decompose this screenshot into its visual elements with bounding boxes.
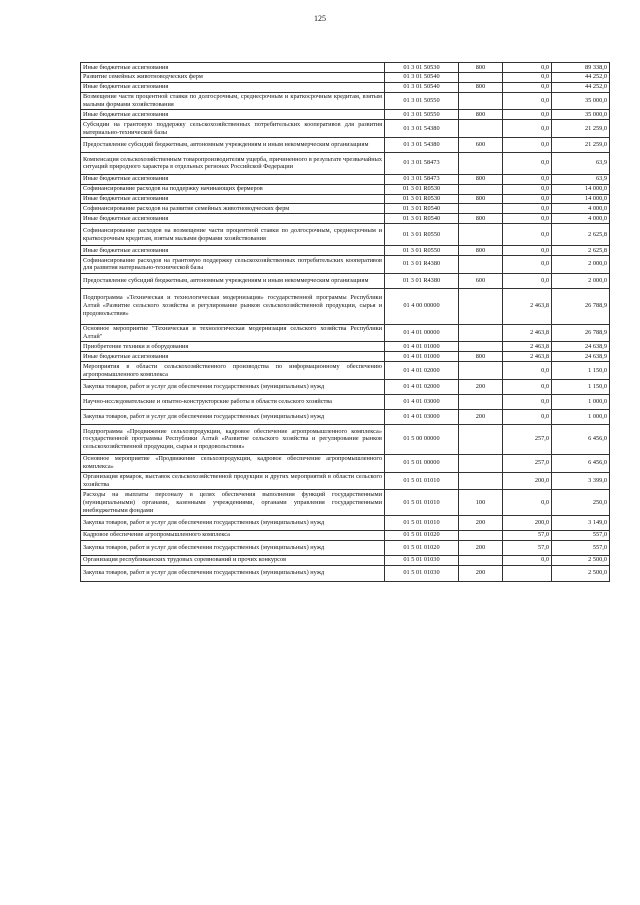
row-name: Основное мероприятие «Продвижение сельхозпродукции, кадровое обеспечение агропромышленного комплекса» — [81, 454, 385, 472]
row-code: 01 3 01 R0530 — [385, 184, 459, 194]
row-amount-1: 0,0 — [503, 204, 552, 214]
row-amount-2: 2 500,0 — [552, 555, 610, 565]
table-row — [81, 324, 610, 342]
table-row — [81, 379, 610, 394]
table-row — [81, 256, 610, 274]
row-code: 01 3 01 50540 — [385, 82, 459, 92]
row-amount-2: 250,0 — [552, 490, 610, 516]
row-expense-type: 200 — [459, 540, 503, 555]
table-row — [81, 204, 610, 214]
row-name: Предоставление субсидий бюджетным, автономным учреждениям и иным некоммерческим организациям — [81, 137, 385, 152]
row-expense-type: 800 — [459, 246, 503, 256]
row-amount-1: 2 463,8 — [503, 324, 552, 342]
row-name: Закупка товаров, работ и услуг для обеспечения государственных (муниципальных) нужд — [81, 540, 385, 555]
row-amount-1: 0,0 — [503, 256, 552, 274]
row-amount-1: 57,0 — [503, 540, 552, 555]
row-amount-2: 26 788,9 — [552, 288, 610, 324]
row-amount-2: 89 338,0 — [552, 63, 610, 73]
row-name: Иные бюджетные ассигнования — [81, 82, 385, 92]
row-code: 01 4 01 03000 — [385, 394, 459, 409]
row-name: Закупка товаров, работ и услуг для обеспечения государственных (муниципальных) нужд — [81, 409, 385, 424]
row-amount-1: 0,0 — [503, 120, 552, 138]
row-code: 01 4 01 01000 — [385, 352, 459, 362]
row-name: Закупка товаров, работ и услуг для обеспечения государственных (муниципальных) нужд — [81, 565, 385, 581]
table-row — [81, 424, 610, 454]
row-amount-2: 44 252,0 — [552, 72, 610, 82]
row-amount-2: 2 625,8 — [552, 246, 610, 256]
row-amount-1: 0,0 — [503, 224, 552, 246]
row-code: 01 4 00 00000 — [385, 288, 459, 324]
row-code: 01 5 01 01010 — [385, 472, 459, 490]
table-row — [81, 184, 610, 194]
row-amount-2: 4 000,0 — [552, 204, 610, 214]
row-amount-1: 200,0 — [503, 515, 552, 530]
row-expense-type — [459, 152, 503, 174]
table-row — [81, 454, 610, 472]
row-code: 01 5 01 01020 — [385, 540, 459, 555]
row-code: 01 3 01 50550 — [385, 92, 459, 110]
row-amount-1: 0,0 — [503, 72, 552, 82]
row-amount-1: 257,0 — [503, 424, 552, 454]
row-name: Основное мероприятие "Техническая и технологическая модернизация сельского хозяйства Республики Алтай" — [81, 324, 385, 342]
row-amount-2: 2 000,0 — [552, 256, 610, 274]
row-expense-type — [459, 92, 503, 110]
row-name: Софинансирование расходов на грантовую поддержку сельскохозяйственных потребительских кооперативов для развития материально-технической базы — [81, 256, 385, 274]
row-amount-1: 0,0 — [503, 174, 552, 184]
row-amount-2: 24 638,9 — [552, 342, 610, 352]
row-amount-1: 0,0 — [503, 490, 552, 516]
row-amount-2: 3 399,0 — [552, 472, 610, 490]
row-expense-type — [459, 454, 503, 472]
row-amount-2: 14 000,0 — [552, 184, 610, 194]
row-amount-2: 4 000,0 — [552, 214, 610, 224]
row-amount-2: 63,9 — [552, 152, 610, 174]
row-expense-type — [459, 362, 503, 380]
row-amount-2: 1 000,0 — [552, 394, 610, 409]
table-row — [81, 92, 610, 110]
row-code: 01 3 01 50550 — [385, 110, 459, 120]
row-amount-1: 0,0 — [503, 555, 552, 565]
row-code: 01 4 01 00000 — [385, 324, 459, 342]
row-code: 01 3 01 R4380 — [385, 273, 459, 288]
row-amount-1: 0,0 — [503, 409, 552, 424]
row-expense-type: 200 — [459, 379, 503, 394]
table-row — [81, 362, 610, 380]
row-code: 01 5 01 01030 — [385, 565, 459, 581]
row-expense-type — [459, 530, 503, 540]
table-row — [81, 72, 610, 82]
row-name: Субсидии на грантовую поддержку сельскохозяйственных потребительских кооперативов для развития материально-технической базы — [81, 120, 385, 138]
table-row — [81, 565, 610, 581]
row-amount-1: 0,0 — [503, 82, 552, 92]
row-name: Развитие семейных животноводческих ферм — [81, 72, 385, 82]
row-expense-type: 800 — [459, 82, 503, 92]
row-name: Иные бюджетные ассигнования — [81, 352, 385, 362]
row-name: Иные бюджетные ассигнования — [81, 63, 385, 73]
row-amount-2: 21 259,0 — [552, 137, 610, 152]
row-amount-1: 2 463,8 — [503, 352, 552, 362]
table-row — [81, 273, 610, 288]
row-amount-1: 0,0 — [503, 184, 552, 194]
row-name: Возмещение части процентной ставки по долгосрочным, среднесрочным и краткосрочным кредитам, взятым малыми формами хозяйствования — [81, 92, 385, 110]
row-amount-1: 0,0 — [503, 152, 552, 174]
row-name: Организация ярмарок, выставок сельскохозяйственной продукции и других мероприятий в области сельского хозяйства — [81, 472, 385, 490]
row-code: 01 3 01 R0550 — [385, 224, 459, 246]
row-name: Мероприятия в области сельскохозяйственного производства по информационному обеспечению агропромышленного комплекса — [81, 362, 385, 380]
row-code: 01 3 01 R4380 — [385, 256, 459, 274]
row-amount-2: 3 149,0 — [552, 515, 610, 530]
row-expense-type: 800 — [459, 214, 503, 224]
row-expense-type — [459, 342, 503, 352]
row-code: 01 3 01 54380 — [385, 137, 459, 152]
row-amount-2: 24 638,9 — [552, 352, 610, 362]
row-amount-2: 557,0 — [552, 540, 610, 555]
row-code: 01 4 01 02000 — [385, 379, 459, 394]
row-amount-2: 557,0 — [552, 530, 610, 540]
row-expense-type — [459, 324, 503, 342]
row-amount-2: 44 252,0 — [552, 82, 610, 92]
row-expense-type — [459, 256, 503, 274]
row-expense-type: 800 — [459, 174, 503, 184]
row-amount-1: 257,0 — [503, 454, 552, 472]
row-amount-2: 1 150,0 — [552, 379, 610, 394]
row-code: 01 3 01 R0550 — [385, 246, 459, 256]
row-name: Организация республиканских трудовых соревнований и прочих конкурсов — [81, 555, 385, 565]
row-name: Софинансирование расходов на поддержку начинающих фермеров — [81, 184, 385, 194]
table-row — [81, 82, 610, 92]
table-row — [81, 137, 610, 152]
table-row — [81, 224, 610, 246]
row-name: Иные бюджетные ассигнования — [81, 110, 385, 120]
row-expense-type — [459, 224, 503, 246]
row-code: 01 5 01 01020 — [385, 530, 459, 540]
row-code: 01 5 01 01010 — [385, 490, 459, 516]
row-code: 01 3 01 58473 — [385, 152, 459, 174]
table-row — [81, 352, 610, 362]
budget-table — [80, 62, 610, 582]
row-amount-2: 21 259,0 — [552, 120, 610, 138]
row-name: Софинансирование расходов на развитие семейных животноводческих ферм — [81, 204, 385, 214]
table-row — [81, 515, 610, 530]
row-expense-type: 800 — [459, 194, 503, 204]
table-row — [81, 194, 610, 204]
table-row — [81, 288, 610, 324]
table-row — [81, 174, 610, 184]
row-name: Закупка товаров, работ и услуг для обеспечения государственных (муниципальных) нужд — [81, 379, 385, 394]
row-expense-type: 200 — [459, 565, 503, 581]
row-expense-type: 200 — [459, 515, 503, 530]
row-code: 01 4 01 02000 — [385, 362, 459, 380]
row-code: 01 5 01 01010 — [385, 515, 459, 530]
row-amount-2: 35 000,0 — [552, 110, 610, 120]
row-amount-1: 0,0 — [503, 63, 552, 73]
row-amount-1: 0,0 — [503, 92, 552, 110]
table-row — [81, 342, 610, 352]
table-row — [81, 472, 610, 490]
row-expense-type: 800 — [459, 63, 503, 73]
row-amount-2: 1 000,0 — [552, 409, 610, 424]
row-code: 01 3 01 58473 — [385, 174, 459, 184]
row-name: Иные бюджетные ассигнования — [81, 246, 385, 256]
row-expense-type: 600 — [459, 273, 503, 288]
row-expense-type — [459, 120, 503, 138]
row-name: Компенсация сельскохозяйственным товаропроизводителям ущерба, причиненного в результате чрезвычайных ситуаций природного характера в отдельных регионах Российской Федерации — [81, 152, 385, 174]
row-expense-type — [459, 72, 503, 82]
row-amount-1: 57,0 — [503, 530, 552, 540]
row-name: Иные бюджетные ассигнования — [81, 194, 385, 204]
row-amount-1: 0,0 — [503, 110, 552, 120]
row-amount-1: 0,0 — [503, 394, 552, 409]
row-name: Приобретение техники и оборудования — [81, 342, 385, 352]
row-code: 01 3 01 50530 — [385, 63, 459, 73]
row-code: 01 4 01 01000 — [385, 342, 459, 352]
row-amount-1: 0,0 — [503, 194, 552, 204]
row-amount-2: 35 000,0 — [552, 92, 610, 110]
row-name: Расходы на выплаты персоналу в целях обеспечения выполнения функций государственными (муниципальными) органами, казенными учреждениями, органами управления государственными внебюджетными фондами — [81, 490, 385, 516]
row-expense-type — [459, 288, 503, 324]
table-row — [81, 214, 610, 224]
row-code: 01 5 01 01030 — [385, 555, 459, 565]
row-expense-type — [459, 424, 503, 454]
row-expense-type: 800 — [459, 110, 503, 120]
budget-table-body — [81, 63, 610, 582]
row-amount-2: 6 456,0 — [552, 424, 610, 454]
row-name: Кадровое обеспечение агропромышленного комплекса — [81, 530, 385, 540]
row-name: Подпрограмма «Техническая и технологическая модернизация» государственной программы Республики Алтай «Развитие сельского хозяйства и регулирование рынков сельскохозяйственной продукции, сырья и продовольствия» — [81, 288, 385, 324]
row-name: Закупка товаров, работ и услуг для обеспечения государственных (муниципальных) нужд — [81, 515, 385, 530]
row-amount-1: 0,0 — [503, 137, 552, 152]
table-row — [81, 540, 610, 555]
row-amount-1: 2 463,8 — [503, 342, 552, 352]
row-amount-1: 0,0 — [503, 379, 552, 394]
row-amount-2: 1 150,0 — [552, 362, 610, 380]
table-row — [81, 490, 610, 516]
table-row — [81, 63, 610, 73]
row-amount-2: 14 000,0 — [552, 194, 610, 204]
row-expense-type: 100 — [459, 490, 503, 516]
row-amount-1: 2 463,8 — [503, 288, 552, 324]
row-amount-2: 2 500,0 — [552, 565, 610, 581]
page-number: 125 — [314, 14, 326, 23]
row-expense-type — [459, 472, 503, 490]
row-name: Подпрограмма «Продвижение сельхозпродукции, кадровое обеспечение агропромышленного комплекса» государственной программы Республики Алтай «Развитие сельского хозяйства и регулирование рынков сельскохозяйственной продукции, сырья и продовольствия» — [81, 424, 385, 454]
row-amount-1: 0,0 — [503, 246, 552, 256]
table-row — [81, 409, 610, 424]
row-expense-type — [459, 555, 503, 565]
row-code: 01 3 01 54380 — [385, 120, 459, 138]
table-row — [81, 555, 610, 565]
row-amount-1: 0,0 — [503, 214, 552, 224]
row-amount-1: 200,0 — [503, 472, 552, 490]
row-code: 01 5 00 00000 — [385, 424, 459, 454]
row-code: 01 4 01 03000 — [385, 409, 459, 424]
row-expense-type — [459, 204, 503, 214]
table-row — [81, 120, 610, 138]
row-expense-type — [459, 394, 503, 409]
row-code: 01 3 01 R0540 — [385, 214, 459, 224]
row-amount-1 — [503, 565, 552, 581]
table-row — [81, 530, 610, 540]
row-name: Софинансирование расходов на возмещение части процентной ставки по долгосрочным, среднесрочным и краткосрочным кредитам, взятым малыми формами хозяйствования — [81, 224, 385, 246]
row-amount-2: 2 625,8 — [552, 224, 610, 246]
table-row — [81, 246, 610, 256]
row-amount-2: 6 456,0 — [552, 454, 610, 472]
row-amount-1: 0,0 — [503, 273, 552, 288]
row-code: 01 3 01 R0530 — [385, 194, 459, 204]
row-amount-2: 26 788,9 — [552, 324, 610, 342]
row-name: Иные бюджетные ассигнования — [81, 174, 385, 184]
row-code: 01 3 01 50540 — [385, 72, 459, 82]
table-row — [81, 152, 610, 174]
row-amount-2: 63,9 — [552, 174, 610, 184]
row-amount-2: 2 000,0 — [552, 273, 610, 288]
row-name: Иные бюджетные ассигнования — [81, 214, 385, 224]
row-name: Научно-исследовательские и опытно-конструкторские работы в области сельского хозяйства — [81, 394, 385, 409]
table-row — [81, 394, 610, 409]
row-expense-type: 800 — [459, 352, 503, 362]
table-row — [81, 110, 610, 120]
row-code: 01 5 01 00000 — [385, 454, 459, 472]
row-expense-type: 600 — [459, 137, 503, 152]
row-amount-1: 0,0 — [503, 362, 552, 380]
row-expense-type: 200 — [459, 409, 503, 424]
row-expense-type — [459, 184, 503, 194]
row-name: Предоставление субсидий бюджетным, автономным учреждениям и иным некоммерческим организациям — [81, 273, 385, 288]
row-code: 01 3 01 R0540 — [385, 204, 459, 214]
